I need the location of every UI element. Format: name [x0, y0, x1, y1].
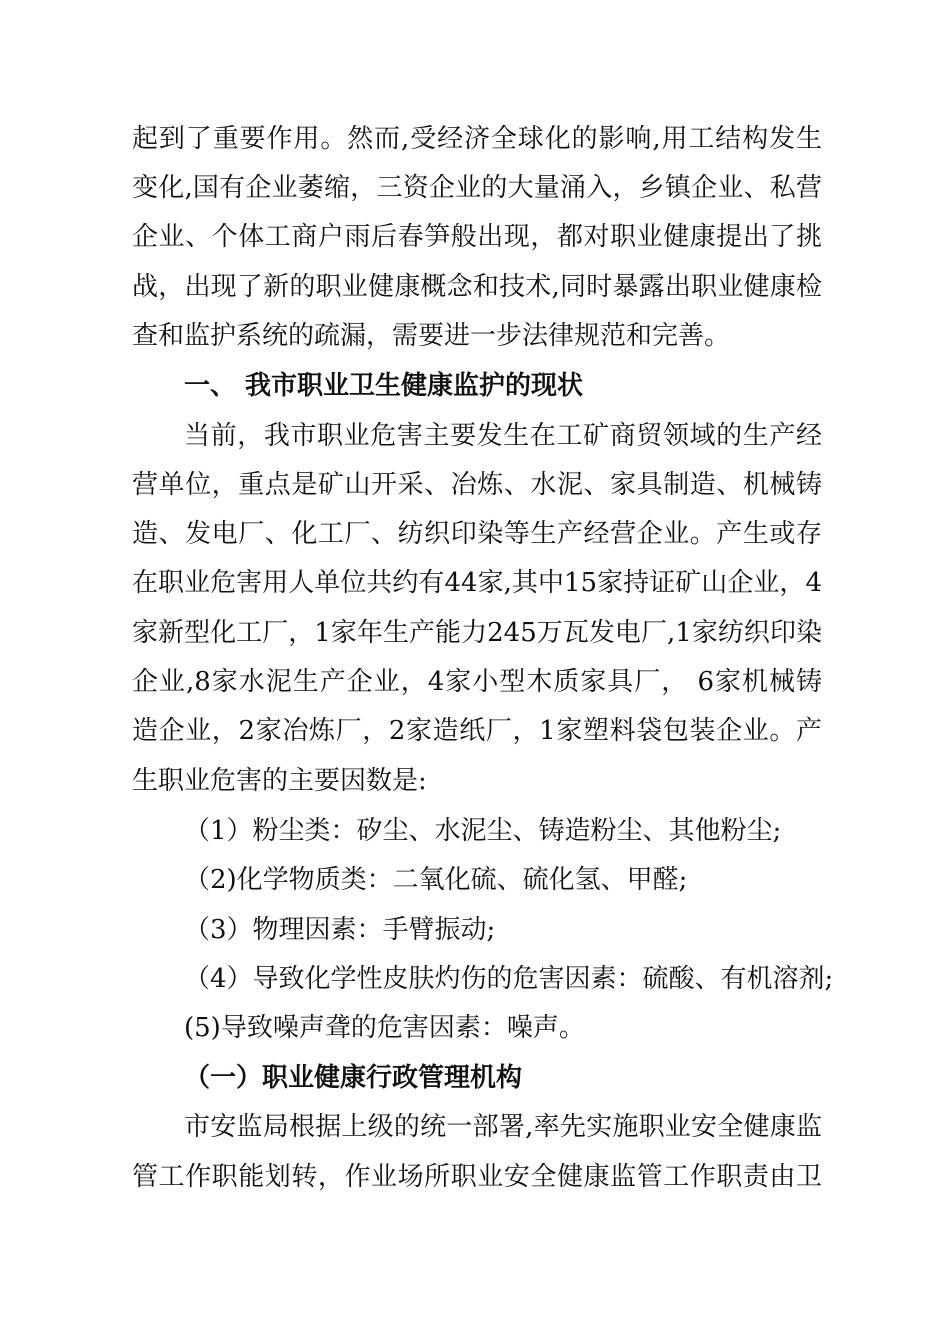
current-line-7: 造企业，2家冶炼厂，2家造纸厂，1家塑料袋包装企业。产 — [132, 716, 822, 746]
hazard-item-chemical: （2)化学物质类：二氧化硫、硫化氢、甲醛; — [184, 865, 688, 895]
current-line-3: 造、发电厂、化工厂、纺织印染等生产经营企业。产生或存 — [132, 519, 822, 549]
hazard-item-skin-burn: （4）导致化学性皮肤灼伤的危害因素：硫酸、有机溶剂; — [184, 964, 834, 994]
intro-line-3: 企业、个体工商户雨后春笋般出现，都对职业健康提出了挑 — [132, 222, 822, 252]
hazard-item-noise: (5)导致噪声聋的危害因素：噪声。 — [184, 1013, 585, 1043]
current-line-8: 生职业危害的主要因数是: — [132, 766, 427, 796]
current-line-1: 当前，我市职业危害主要发生在工矿商贸领域的生产经 — [184, 421, 822, 451]
intro-line-5: 查和监护系统的疏漏，需要进一步法律规范和完善。 — [132, 321, 731, 351]
current-line-5: 家新型化工厂，1家年生产能力245万瓦发电厂,1家纺织印染 — [132, 618, 822, 648]
hazard-item-dust: （1）粉尘类：矽尘、水泥尘、铸造粉尘、其他粉尘; — [184, 816, 782, 846]
intro-line-1: 起到了重要作用。然而,受经济全球化的影响,用工结构发生 — [132, 124, 822, 154]
current-line-6: 企业,8家水泥生产企业，4家小型木质家具厂， 6家机械铸 — [132, 667, 822, 697]
hazard-item-physical: （3）物理因素：手臂振动; — [184, 915, 496, 945]
section-heading: 一、 我市职业卫生健康监护的现状 — [184, 371, 584, 401]
admin-line-1: 市安监局根据上级的统一部署,率先实施职业安全健康监 — [184, 1112, 822, 1142]
subsection-heading: （一）职业健康行政管理机构 — [184, 1063, 523, 1093]
intro-line-2: 变化,国有企业萎缩，三资企业的大量涌入，乡镇企业、私营 — [132, 173, 822, 203]
admin-line-2: 管工作职能划转，作业场所职业安全健康监管工作职责由卫 — [132, 1162, 822, 1192]
current-line-4: 在职业危害用人单位共约有44家,其中15家持证矿山企业，4 — [132, 568, 822, 598]
intro-line-4: 战，出现了新的职业健康概念和技术,同时暴露出职业健康检 — [132, 272, 822, 302]
current-line-2: 营单位，重点是矿山开采、冶炼、水泥、家具制造、机械铸 — [132, 470, 822, 500]
